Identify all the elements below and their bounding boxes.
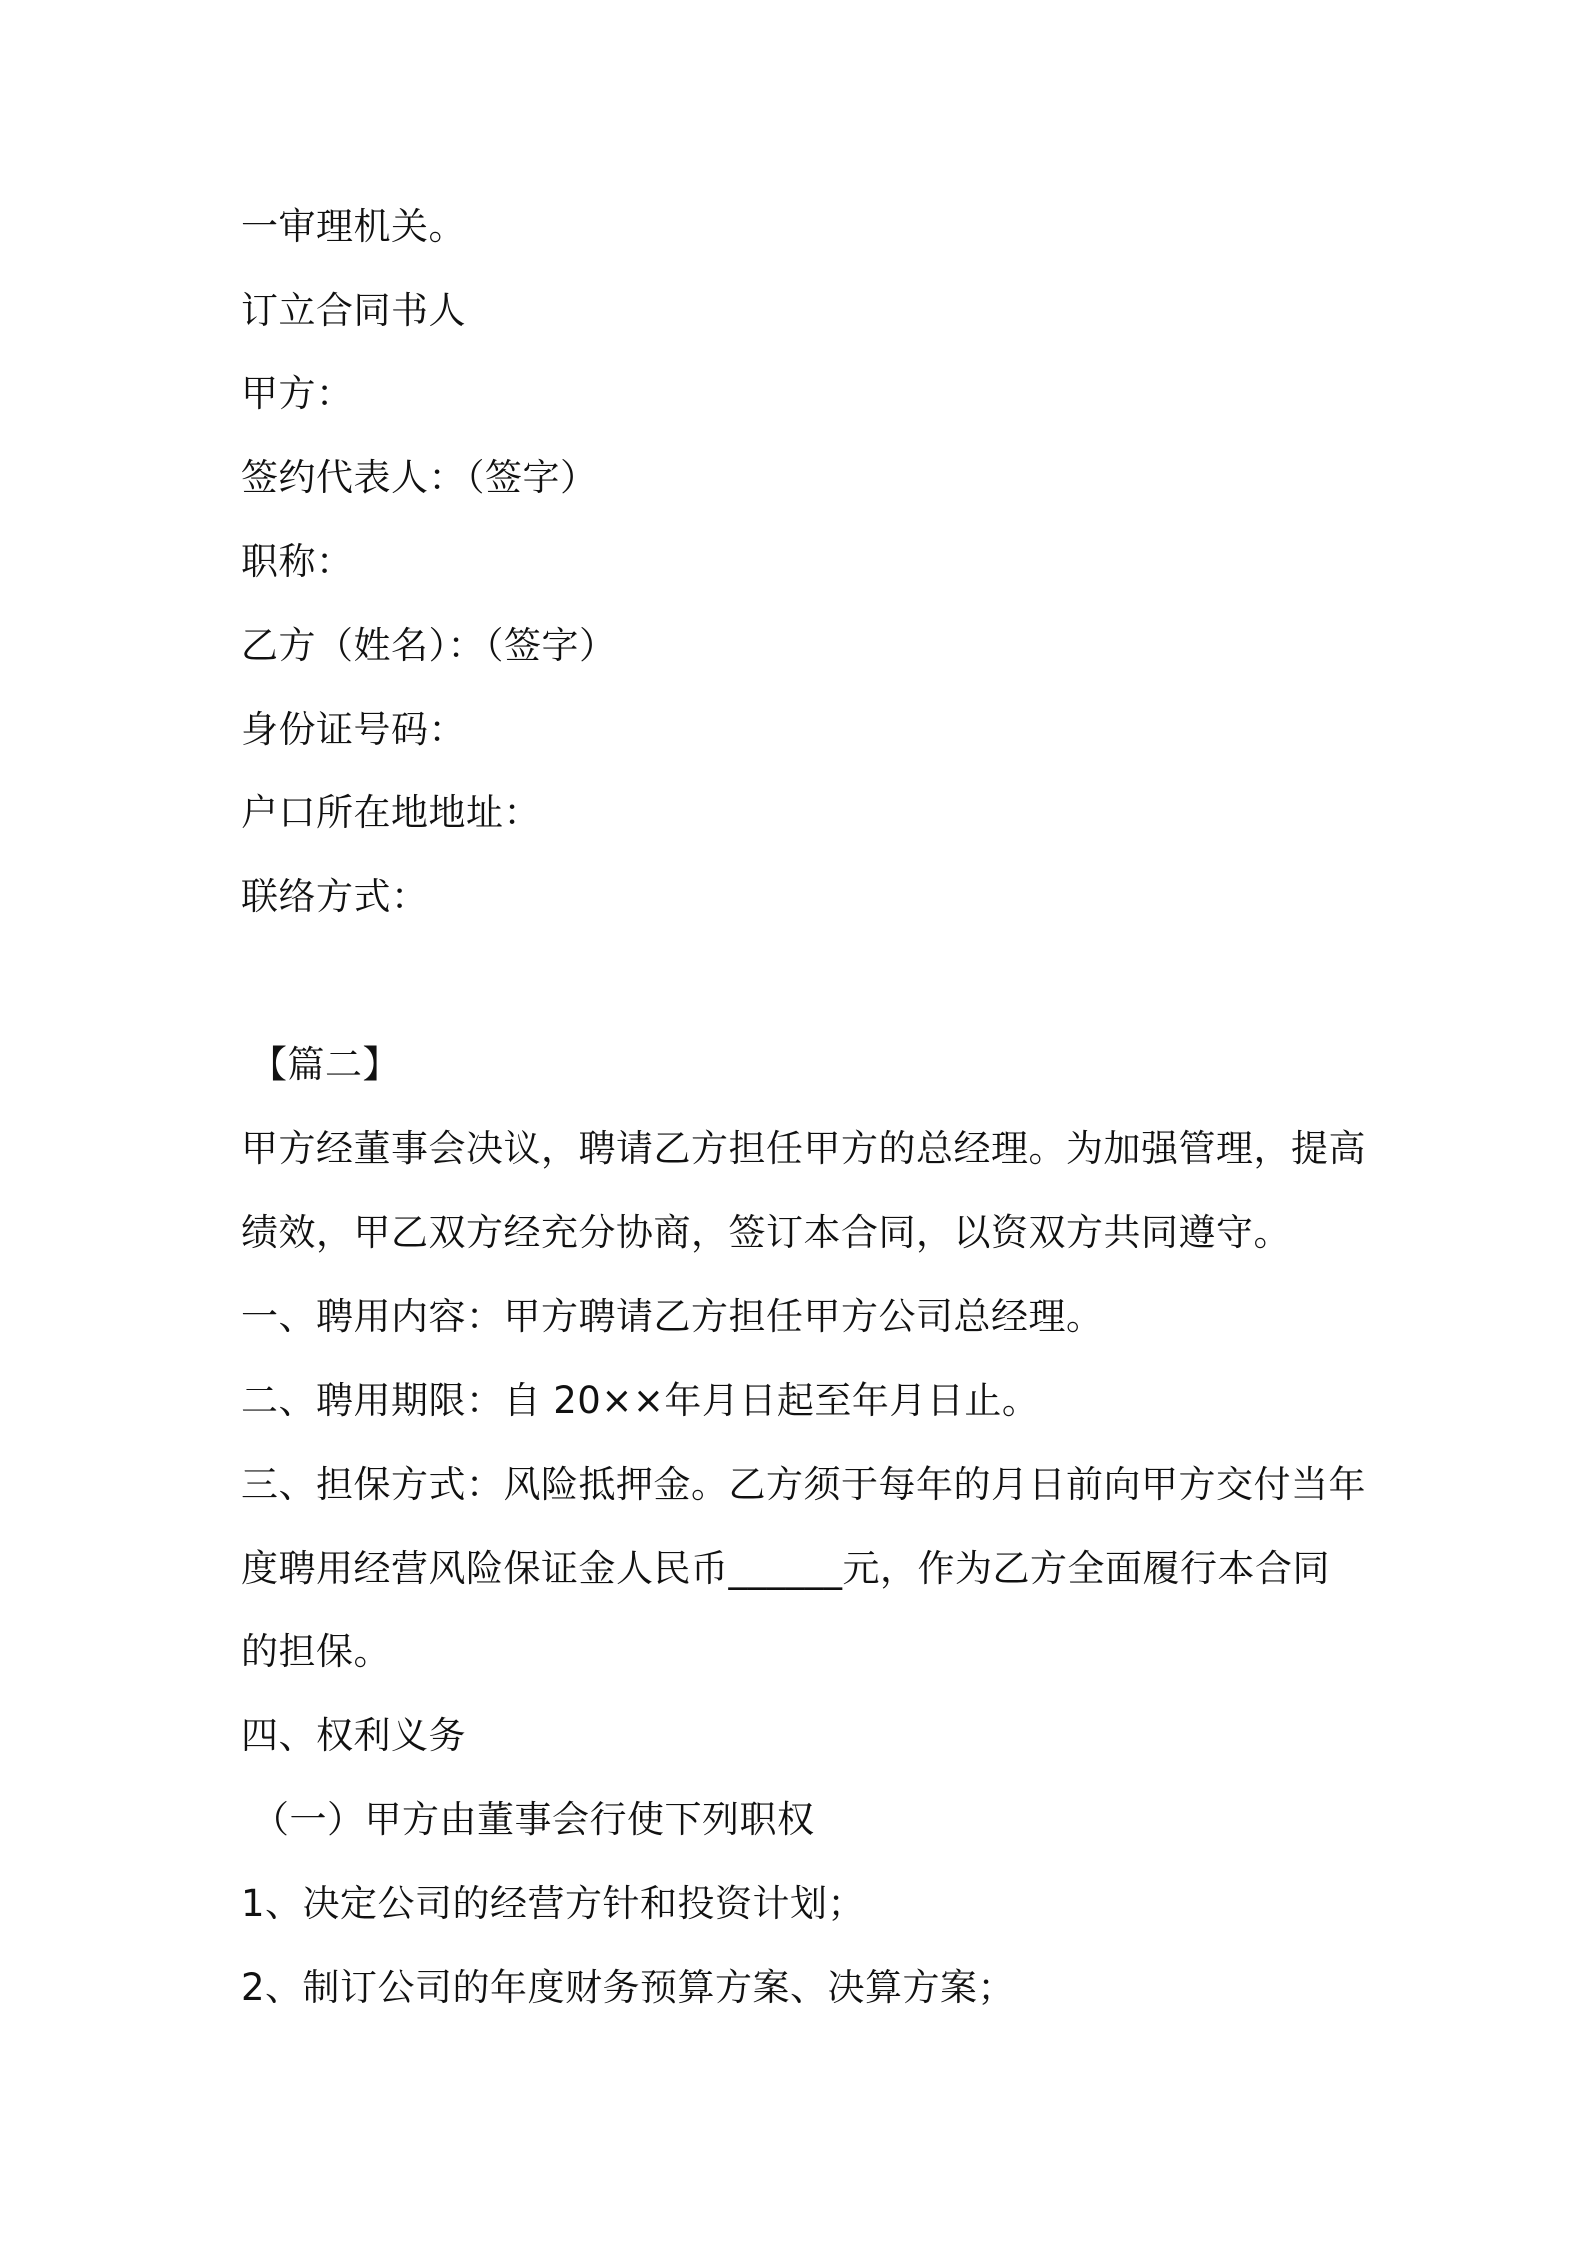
list-item-financial-budget: 2、制订公司的年度财务预算方案、决算方案； bbox=[241, 1966, 1016, 2009]
clause-guarantee-method-line-1: 三、担保方式：风险抵押金。乙方须于每年的月日前向甲方交付当年 bbox=[241, 1463, 1366, 1506]
clause-guarantee-method-line-2: 度聘用经营风险保证金人民币______元，作为乙方全面履行本合同 bbox=[241, 1547, 1330, 1590]
clause-employment-period: 二、聘用期限：自 20××年月日起至年月日止。 bbox=[241, 1379, 1040, 1422]
text-line-title: 职称： bbox=[241, 540, 354, 583]
section-heading-part-two: 【篇二】 bbox=[250, 1043, 400, 1086]
text-line-household-address: 户口所在地地址： bbox=[241, 791, 541, 834]
text-line-id-number: 身份证号码： bbox=[241, 708, 466, 751]
text-line-contact-method: 联络方式： bbox=[241, 875, 429, 918]
text-line-party-b-name: 乙方（姓名）：（签字） bbox=[241, 624, 617, 667]
clause-rights-obligations: 四、权利义务 bbox=[241, 1714, 466, 1757]
subclause-board-powers: （一）甲方由董事会行使下列职权 bbox=[252, 1798, 815, 1841]
text-line-review-authority: 一审理机关。 bbox=[241, 205, 466, 248]
paragraph-line-1: 甲方经董事会决议，聘请乙方担任甲方的总经理。为加强管理，提高 bbox=[241, 1127, 1366, 1170]
clause-employment-content: 一、聘用内容：甲方聘请乙方担任甲方公司总经理。 bbox=[241, 1295, 1104, 1338]
paragraph-line-2: 绩效，甲乙双方经充分协商，签订本合同，以资双方共同遵守。 bbox=[241, 1211, 1291, 1254]
text-line-contract-signers: 订立合同书人 bbox=[241, 289, 466, 332]
list-item-business-policy: 1、决定公司的经营方针和投资计划； bbox=[241, 1882, 866, 1925]
clause-guarantee-method-line-3: 的担保。 bbox=[241, 1630, 391, 1673]
text-line-party-a: 甲方： bbox=[241, 372, 354, 415]
text-line-signing-representative: 签约代表人：（签字） bbox=[241, 456, 598, 499]
